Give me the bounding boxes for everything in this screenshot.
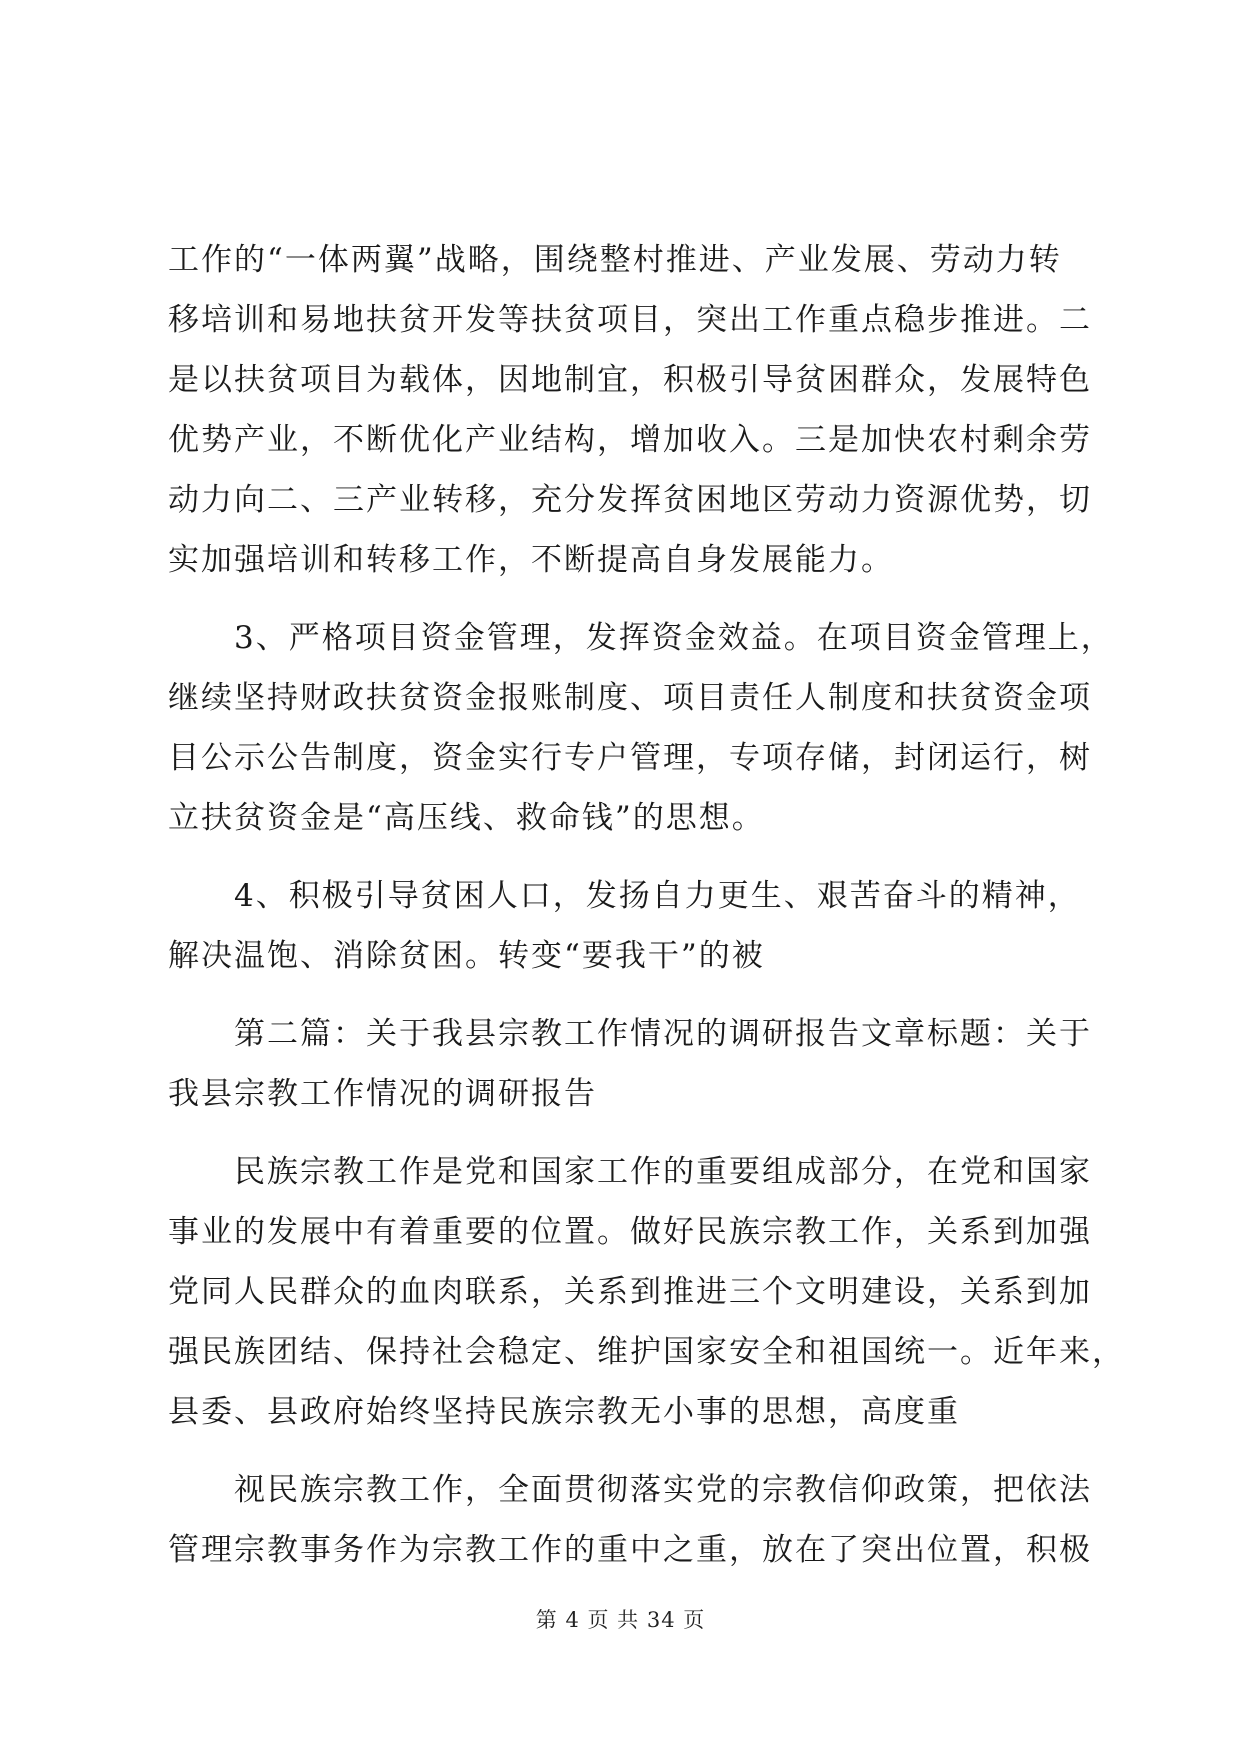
paragraph <box>168 866 1088 986</box>
text-line: 是以扶贫项目为载体，因地制宜，积极引导贫困群众，发展特色 <box>168 362 1092 398</box>
paragraph <box>168 608 1114 848</box>
text-line: 实加强培训和转移工作，不断提高自身发展能力。 <box>168 542 894 578</box>
text-line: 立扶贫资金是“高压线、救命钱”的思想。 <box>168 800 765 836</box>
text-line: 移培训和易地扶贫开发等扶贫项目，突出工作重点稳步推进。二 <box>168 302 1092 338</box>
text-line: 动力向二、三产业转移，充分发挥贫困地区劳动力资源优势，切 <box>168 482 1092 518</box>
text-line: 目公示公告制度，资金实行专户管理，专项存储，封闭运行，树 <box>168 740 1092 776</box>
text-line: 我县宗教工作情况的调研报告 <box>168 1076 597 1112</box>
page-footer: 第 4 页 共 34 页 <box>535 1608 706 1632</box>
text-line: 3、严格项目资金管理，发挥资金效益。在项目资金管理上， <box>234 620 1114 656</box>
paragraph <box>168 1460 1092 1580</box>
text-line: 工作的“一体两翼”战略，围绕整村推进、产业发展、劳动力转 <box>168 242 1062 278</box>
text-line: 县委、县政府始终坚持民族宗教无小事的思想，高度重 <box>168 1394 960 1430</box>
paragraph <box>168 1142 1125 1442</box>
paragraph <box>168 1004 1092 1124</box>
text-line: 事业的发展中有着重要的位置。做好民族宗教工作，关系到加强 <box>168 1214 1092 1250</box>
text-line: 继续坚持财政扶贫资金报账制度、项目责任人制度和扶贫资金项 <box>168 680 1092 716</box>
text-line: 4、积极引导贫困人口，发扬自力更生、艰苦奋斗的精神， <box>234 878 1081 914</box>
text-line: 解决温饱、消除贫困。转变“要我干”的被 <box>168 938 765 974</box>
text-line: 强民族团结、保持社会稳定、维护国家安全和祖国统一。近年来， <box>168 1334 1125 1370</box>
text-line: 民族宗教工作是党和国家工作的重要组成部分，在党和国家 <box>234 1154 1092 1190</box>
text-line: 管理宗教事务作为宗教工作的重中之重，放在了突出位置，积极 <box>168 1532 1092 1568</box>
text-line: 第二篇：关于我县宗教工作情况的调研报告文章标题：关于 <box>234 1016 1092 1052</box>
text-line: 优势产业，不断优化产业结构，增加收入。三是加快农村剩余劳 <box>168 422 1092 458</box>
text-line: 党同人民群众的血肉联系，关系到推进三个文明建设，关系到加 <box>168 1274 1092 1310</box>
text-line: 视民族宗教工作，全面贯彻落实党的宗教信仰政策，把依法 <box>234 1472 1092 1508</box>
document-body <box>168 230 1125 1598</box>
paragraph <box>168 230 1092 590</box>
